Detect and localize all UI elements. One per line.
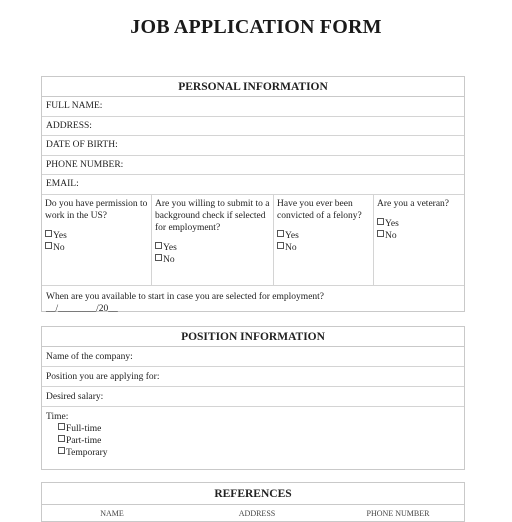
checkbox-icon	[45, 242, 52, 249]
form-title: JOB APPLICATION FORM	[130, 16, 382, 38]
personal-information-heading: PERSONAL INFORMATION	[42, 77, 464, 97]
references-heading: REFERENCES	[42, 483, 464, 505]
veteran-text: Are you a veteran?	[377, 198, 450, 209]
phone-number-label: PHONE NUMBER:	[46, 159, 124, 170]
position-information-section	[41, 326, 465, 470]
temporary-label: Temporary	[66, 448, 108, 458]
full-name-label: FULL NAME:	[46, 101, 103, 112]
position-applying-field[interactable]	[42, 367, 464, 387]
checkbox-icon	[377, 218, 384, 225]
work-permission-no-option[interactable]	[45, 242, 148, 254]
company-name-field[interactable]	[42, 347, 464, 367]
reference-phone-column: PHONE NUMBER	[366, 509, 430, 518]
checkbox-icon	[277, 242, 284, 249]
personal-information-section	[41, 76, 465, 312]
checkbox-icon	[58, 435, 65, 442]
felony-text: Have you ever been convicted of a felony?	[277, 198, 362, 221]
address-field[interactable]	[42, 117, 464, 137]
felony-no-option[interactable]	[277, 242, 370, 254]
work-permission-yes-option[interactable]	[45, 230, 148, 242]
desired-salary-label: Desired salary:	[46, 391, 104, 402]
checkbox-icon	[58, 447, 65, 454]
no-label: No	[285, 242, 297, 253]
no-label: No	[385, 230, 397, 241]
reference-address-column: ADDRESS	[238, 509, 276, 518]
availability-question: When are you available to start in case you are selected for employment?	[46, 291, 325, 302]
full-time-option[interactable]	[46, 423, 464, 435]
position-applying-label: Position you are applying for:	[46, 371, 160, 382]
veteran-no-option[interactable]	[377, 230, 461, 242]
work-permission-text: Do you have permission to work in the US?	[45, 198, 148, 221]
temporary-option[interactable]	[46, 447, 464, 459]
date-of-birth-label: DATE OF BIRTH:	[46, 140, 118, 151]
time-label: Time:	[46, 412, 69, 422]
yes-label: Yes	[285, 230, 299, 241]
time-group	[42, 407, 464, 459]
felony-question	[274, 195, 374, 285]
part-time-option[interactable]	[46, 435, 464, 447]
checkbox-icon	[155, 242, 162, 249]
checkbox-icon	[377, 230, 384, 237]
part-time-label: Part-time	[66, 436, 102, 446]
checkbox-icon	[277, 230, 284, 237]
yes-label: Yes	[53, 230, 67, 241]
full-name-field[interactable]	[42, 97, 464, 117]
email-label: EMAIL:	[46, 179, 79, 190]
veteran-yes-option[interactable]	[377, 218, 461, 230]
background-check-yes-option[interactable]	[155, 242, 270, 254]
veteran-question	[374, 195, 464, 285]
yes-label: Yes	[385, 218, 399, 229]
work-permission-question	[42, 195, 152, 285]
checkbox-icon	[45, 230, 52, 237]
reference-name-column: NAME	[100, 509, 124, 518]
felony-yes-option[interactable]	[277, 230, 370, 242]
background-check-no-option[interactable]	[155, 254, 270, 266]
full-time-label: Full-time	[66, 424, 102, 434]
no-label: No	[53, 242, 65, 253]
checkbox-icon	[155, 254, 162, 261]
yes-label: Yes	[163, 242, 177, 253]
company-name-label: Name of the company:	[46, 351, 133, 362]
availability-date-field[interactable]: __/________/20__	[46, 303, 118, 314]
background-check-text: Are you willing to submit to a background check if selected for employment?	[155, 198, 270, 233]
desired-salary-field[interactable]	[42, 387, 464, 407]
position-information-heading: POSITION INFORMATION	[42, 327, 464, 347]
phone-number-field[interactable]	[42, 156, 464, 176]
background-check-question	[152, 195, 274, 285]
checkbox-icon	[58, 423, 65, 430]
address-label: ADDRESS:	[46, 120, 92, 131]
email-field[interactable]	[42, 175, 464, 195]
yes-no-questions	[42, 195, 464, 286]
no-label: No	[163, 254, 175, 265]
date-of-birth-field[interactable]	[42, 136, 464, 156]
references-section	[41, 482, 465, 522]
